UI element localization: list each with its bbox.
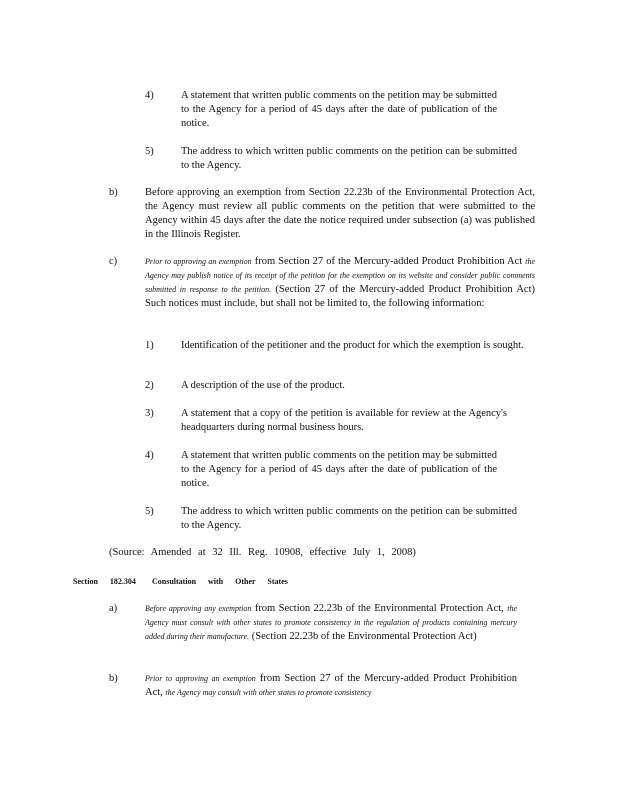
list-item-text: Identification of the petitioner and the product for which the exemption is sought. [181,340,524,351]
subsection-label: c) [109,256,118,267]
subsection-text [145,672,517,700]
subsection-label: a) [109,603,118,614]
subsection-label: b) [109,673,118,684]
list-item-text: The address to which written public comments on the petition can be submitted to the Agency. [181,146,517,171]
section-heading [73,576,136,588]
plain-text: from Section 27 of the Mercury-added Product Prohibition Act, [145,673,517,698]
italic-statute-text: the Agency may consult with other states to promote consistency [165,688,372,697]
item-label: 5) [145,506,154,517]
item-label: 4) [145,450,154,461]
item-label: 2) [145,380,154,391]
section-prefix: Section [73,577,98,586]
plain-text: from Section 22.23b of the Environmental Protection Act, [251,603,508,614]
plain-text: (Section 27 of the Mercury-added Product Prohibition Act) Such notices must include, but shall not be limited to, the following information: [145,284,535,309]
subsection-text: Before approving an exemption from Section 22.23b of the Environmental Protection Act, the Agency must review all public comments on the petition that were submitted to the Agency within 45 days after the date the notice required under subsection (a) was published in the Illinois Register. [145,187,535,240]
list-item-text: A description of the use of the product. [181,380,345,391]
plain-text: from Section 27 of the Mercury-added Product Prohibition Act [251,256,526,267]
list-item-text: A statement that written public comments on the petition may be submitted to the Agency for a period of 45 days after the date of publication of the notice. [181,450,497,489]
item-label: 5) [145,146,154,157]
list-item-text: A statement that a copy of the petition is available for review at the Agency's headquarters during normal business hours. [181,408,507,433]
subsection-text [145,255,535,311]
italic-statute-text: Prior to approving an exemption [145,674,256,683]
subsection-text [145,602,517,644]
item-label: 4) [145,90,154,101]
section-number: 182.304 [109,577,136,586]
italic-statute-text: Before approving any exemption [145,604,252,613]
section-title: Consultation with Other States [152,577,288,586]
italic-statute-text: the Agency may publish notice of its receipt of the petition for the exemption on its website and consider public comments submitted in response to the petition. [145,257,535,294]
italic-statute-text: Prior to approving an exemption [145,257,252,266]
item-label: 1) [145,340,154,351]
italic-statute-text: the Agency must consult with other states to promote consistency in the regulation of products containing mercury added during their manufacture. [145,604,517,641]
list-item-text: A statement that written public comments on the petition may be submitted to the Agency for a period of 45 days after the date of publication of the notice. [181,90,497,129]
plain-text: (Section 22.23b of the Environmental Protection Act) [249,631,477,642]
source-note: (Source: Amended at 32 Ill. Reg. 10908, effective July 1, 2008) [109,547,416,558]
list-item-text: The address to which written public comments on the petition can be submitted to the Agency. [181,506,517,531]
subsection-label: b) [109,187,118,198]
item-label: 3) [145,408,154,419]
